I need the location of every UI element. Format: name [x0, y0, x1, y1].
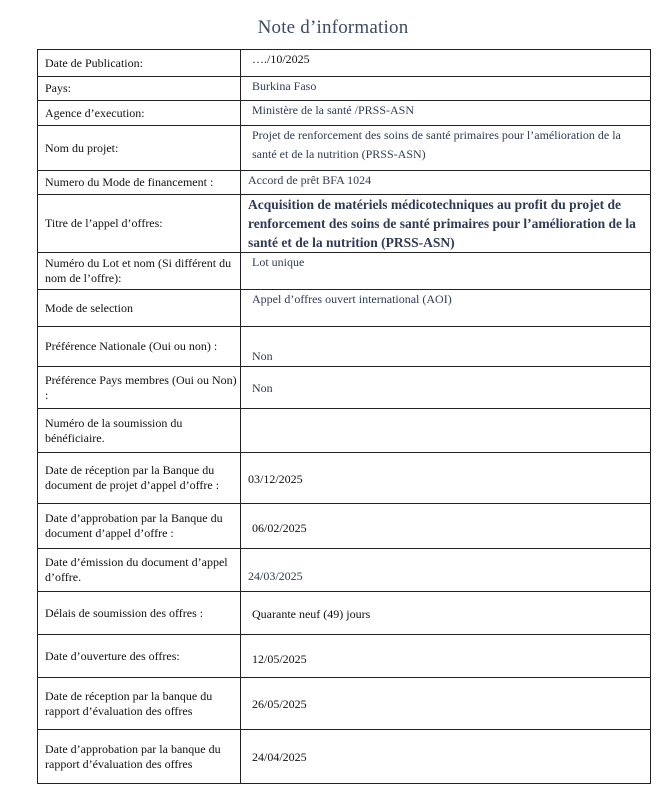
- table-row: [38, 101, 651, 126]
- evaluation-reception-date-value: 26/05/2025: [252, 697, 307, 711]
- row-value: [241, 327, 651, 367]
- table-row: [38, 504, 651, 549]
- row-value: [241, 50, 651, 77]
- row-value: [241, 730, 651, 784]
- table-row: [38, 367, 651, 409]
- row-label: Numéro du Lot et nom (Si différent du nom de l’offre):: [38, 253, 241, 290]
- table-row: [38, 549, 651, 592]
- executing-agency-value: Ministère de la santé /PRSS-ASN: [252, 103, 414, 117]
- row-value: [241, 367, 651, 409]
- row-label: Préférence Pays membres (Oui ou Non) :: [38, 367, 241, 409]
- project-name-value: Projet de renforcement des soins de santé primaires pour l’amélioration de la santé et de la nutrition (PRSS-ASN): [252, 128, 621, 161]
- table-row: [38, 50, 651, 77]
- row-label: Date de Publication:: [38, 50, 241, 77]
- table-row: [38, 195, 651, 253]
- row-label: Agence d’execution:: [38, 101, 241, 126]
- selection-mode-value: Appel d’offres ouvert international (AOI): [252, 292, 452, 306]
- table-row: [38, 678, 651, 730]
- row-value: [241, 592, 651, 635]
- evaluation-approval-date-value: 24/04/2025: [252, 750, 307, 764]
- table-row: [38, 592, 651, 635]
- publication-date-value: …./10/2025: [252, 52, 310, 66]
- lot-value: Lot unique: [252, 255, 305, 269]
- submission-number-value: [241, 409, 650, 411]
- reception-date-value: 03/12/2025: [248, 471, 303, 486]
- opening-date-value: 12/05/2025: [252, 651, 307, 666]
- row-label: Préférence Nationale (Oui ou non) :: [38, 327, 241, 367]
- table-row: [38, 730, 651, 784]
- row-label: Numero du Mode de financement :: [38, 171, 241, 195]
- row-value: [241, 290, 651, 327]
- row-value: [241, 77, 651, 101]
- row-label: Date de réception par la Banque du document de projet d’appel d’offre :: [38, 453, 241, 504]
- table-row: [38, 453, 651, 504]
- row-value: [241, 453, 651, 504]
- submission-delay-value: Quarante neuf (49) jours: [252, 607, 371, 621]
- row-value: [241, 549, 651, 592]
- row-label: Pays:: [38, 77, 241, 101]
- member-preference-value: Non: [252, 381, 273, 395]
- row-label: Date d’approbation par la Banque du document d’appel d’offre :: [38, 504, 241, 549]
- row-label: Date d’émission du document d’appel d’offre.: [38, 549, 241, 592]
- row-value: [241, 409, 651, 453]
- row-value: [241, 171, 651, 195]
- table-row: [38, 409, 651, 453]
- row-value: [241, 504, 651, 549]
- page-title: Note d’information: [257, 17, 409, 38]
- country-value: Burkina Faso: [252, 79, 317, 93]
- row-value: [241, 101, 651, 126]
- row-label: Numéro de la soumission du bénéficiaire.: [38, 409, 241, 453]
- information-table: [37, 49, 651, 784]
- row-value: [241, 253, 651, 290]
- row-value: [241, 126, 651, 171]
- row-label: Délais de soumission des offres :: [38, 592, 241, 635]
- row-label: Mode de selection: [38, 290, 241, 327]
- financing-number-value: Accord de prêt BFA 1024: [248, 173, 372, 187]
- row-label: Date d’approbation par la banque du rapport d’évaluation des offres: [38, 730, 241, 784]
- table-row: [38, 327, 651, 367]
- approval-date-value: 06/02/2025: [252, 520, 307, 535]
- table-row: [38, 171, 651, 195]
- row-value: [241, 195, 651, 253]
- tender-title-value: Acquisition de matériels médicotechniques au profit du projet de renforcement des soins de santé primaires pour l’amélioration de la santé et de la nutrition (PRSS-ASN): [248, 197, 636, 250]
- table-row: [38, 290, 651, 327]
- row-label: Date de réception par la banque du rapport d’évaluation des offres: [38, 678, 241, 730]
- row-label: Nom du projet:: [38, 126, 241, 171]
- row-value: [241, 678, 651, 730]
- table-row: [38, 253, 651, 290]
- row-value: [241, 635, 651, 678]
- issue-date-value: 24/03/2025: [248, 569, 303, 583]
- table-row: [38, 635, 651, 678]
- table-row: [38, 77, 651, 101]
- row-label: Titre de l’appel d’offres:: [38, 195, 241, 253]
- row-label: Date d’ouverture des offres:: [38, 635, 241, 678]
- table-row: [38, 126, 651, 171]
- national-preference-value: Non: [252, 349, 273, 363]
